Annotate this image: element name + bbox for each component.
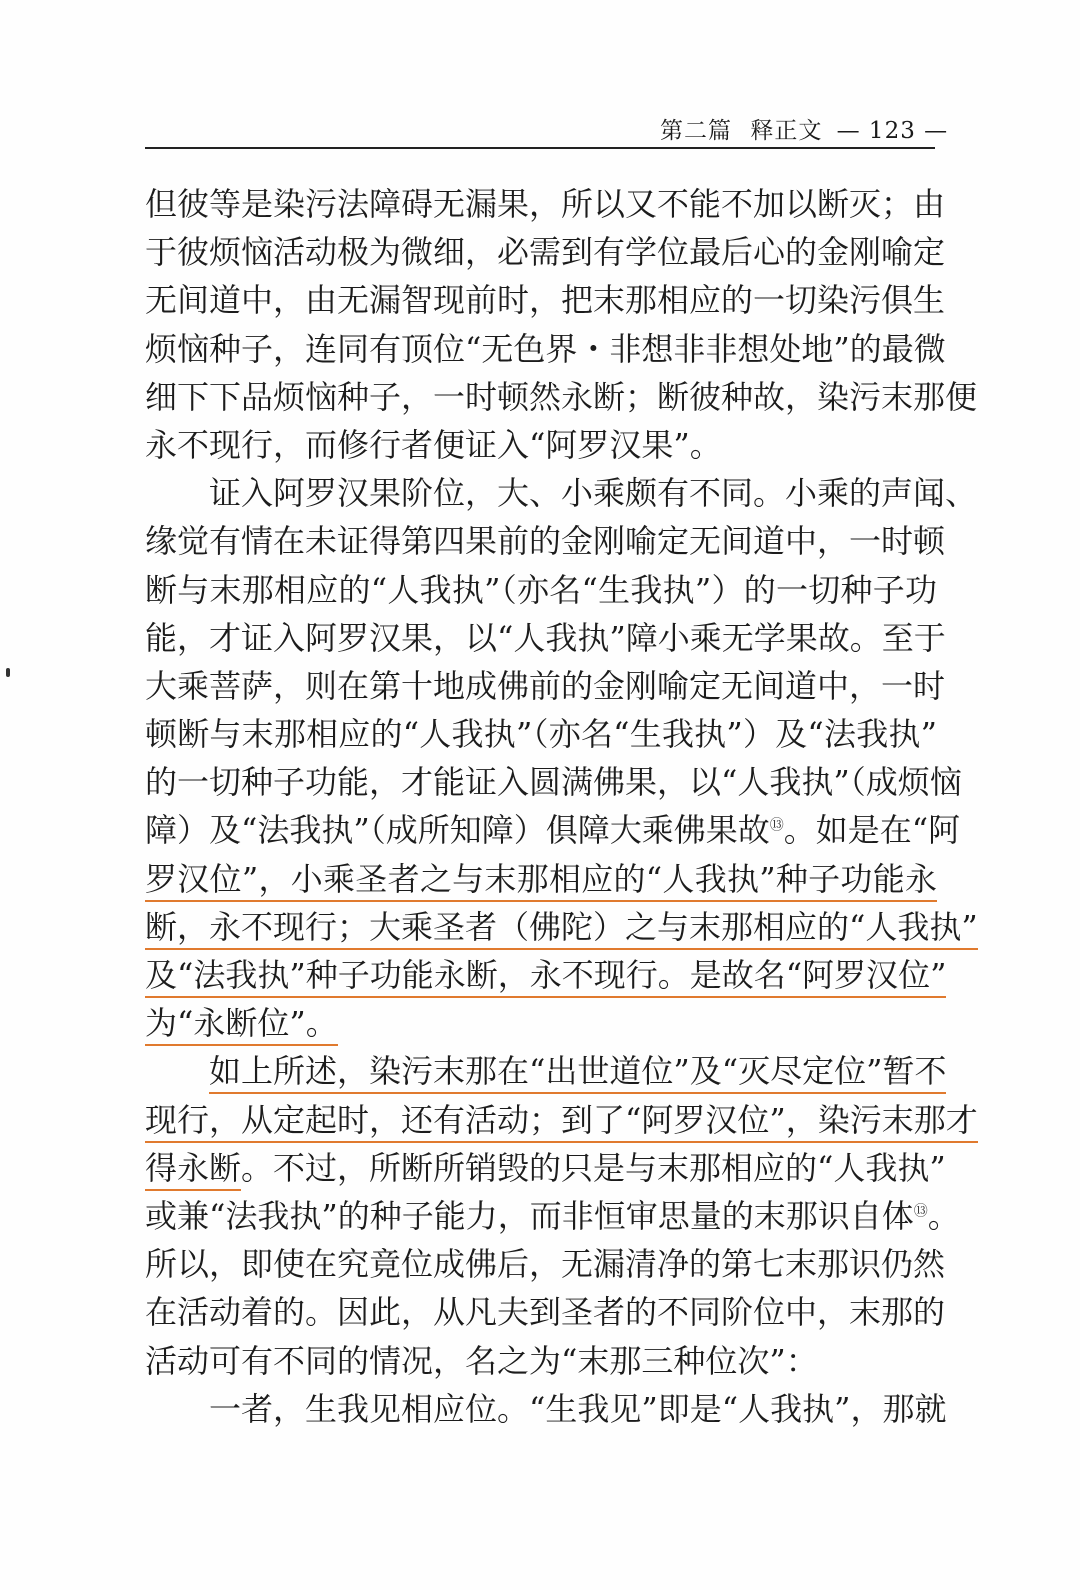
text-segment: 。 xyxy=(241,1148,274,1187)
text-segment: 不过，所断所销毁的只是与末那相应的“人我执” xyxy=(273,1148,946,1187)
text-line: 能，才证入阿罗汉果，以“人我执”障小乘无学果故。至于 xyxy=(145,618,946,657)
text-line: 在活动着的。因此，从凡夫到圣者的不同阶位中，末那的 xyxy=(145,1293,946,1332)
text-line: 无间道中，由无漏智现前时，把末那相应的一切染污俱生 xyxy=(145,281,946,320)
underlined-text: 断，永不现行；大乘圣者（佛陀）之与末那相应的“人我执” xyxy=(145,908,978,950)
text-line: 细下下品烦恼种子，一时顿然永断；断彼种故，染污末那便 xyxy=(145,377,978,416)
text-line xyxy=(145,806,961,854)
text-line: 所以，即使在究竟位成佛后，无漏清净的第七末那识仍然 xyxy=(145,1245,946,1284)
text-segment: 。 xyxy=(783,811,816,850)
text-line xyxy=(145,1192,960,1240)
text-line: 于彼烦恼活动极为微细，必需到有学位最后心的金刚喻定 xyxy=(145,233,946,272)
margin-mark xyxy=(6,668,10,677)
text-line: 烦恼种子，连同有顶位“无色界・非想非非想处地”的最微 xyxy=(145,329,946,368)
text-line: 大乘菩萨，则在第十地成佛前的金刚喻定无间道中，一时 xyxy=(145,666,946,705)
running-head xyxy=(660,112,949,146)
body-text xyxy=(145,180,978,1433)
underlined-text: 罗汉位”，小乘圣者之与末那相应的“人我执”种子功能永 xyxy=(145,860,937,902)
underlined-text: 现行，从定起时，还有活动；到了“阿罗汉位”，染污末那才 xyxy=(145,1101,978,1143)
text-line: 一者，生我见相应位。“生我见”即是“人我执”，那就 xyxy=(209,1389,947,1428)
text-segment: 。 xyxy=(927,1196,960,1235)
underlined-text: 如上所述，染污末那在“出世道位”及“灭尽定位”暂不 xyxy=(209,1052,946,1094)
text-line: 断与末那相应的“人我执”（亦名“生我执”）的一切种子功 xyxy=(145,570,937,609)
footnote-marker: ⑬ xyxy=(913,1203,928,1220)
text-line: 顿断与末那相应的“人我执”（亦名“生我执”）及“法我执” xyxy=(145,715,937,754)
text-segment: 障）及“法我执”（成所知障）俱障大乘佛果故 xyxy=(145,811,770,850)
text-line xyxy=(145,1047,947,1095)
text-line: 缘觉有情在未证得第四果前的金刚喻定无间道中，一时顿 xyxy=(145,522,946,561)
text-line xyxy=(145,855,937,903)
text-line xyxy=(145,999,937,1047)
text-line xyxy=(145,1144,946,1192)
page-number: — 123 — xyxy=(836,118,949,144)
underlined-text: 为“永断位”。 xyxy=(145,1004,338,1046)
underlined-text: 及“法我执”种子功能永断，永不现行。是故名“阿罗汉位” xyxy=(145,956,946,998)
text-line: 活动可有不同的情况，名之为“末那三种位次”： xyxy=(145,1341,818,1380)
underlined-text: 得永断 xyxy=(145,1149,241,1191)
text-line: 证入阿罗汉果阶位，大、小乘颇有不同。小乘的声闻、 xyxy=(209,474,978,513)
header-rule xyxy=(145,147,935,149)
footnote-marker: ⑬ xyxy=(769,817,784,834)
text-line xyxy=(145,951,947,999)
text-line xyxy=(145,1096,978,1144)
text-line: 的一切种子功能，才能证入圆满佛果，以“人我执”（成烦恼 xyxy=(145,763,962,802)
text-segment: 如是在“阿 xyxy=(815,811,961,850)
text-line: 但彼等是染污法障碍无漏果，所以又不能不加以断灭；由 xyxy=(145,185,946,223)
text-line xyxy=(145,903,978,951)
part-label: 第二篇 xyxy=(660,118,732,144)
text-line: 永不现行，而修行者便证入“阿罗汉果”。 xyxy=(145,425,722,464)
text-segment: 或兼“法我执”的种子能力，而非恒审思量的末那识自体 xyxy=(145,1196,914,1235)
chapter-title: 释正文 xyxy=(750,118,823,144)
